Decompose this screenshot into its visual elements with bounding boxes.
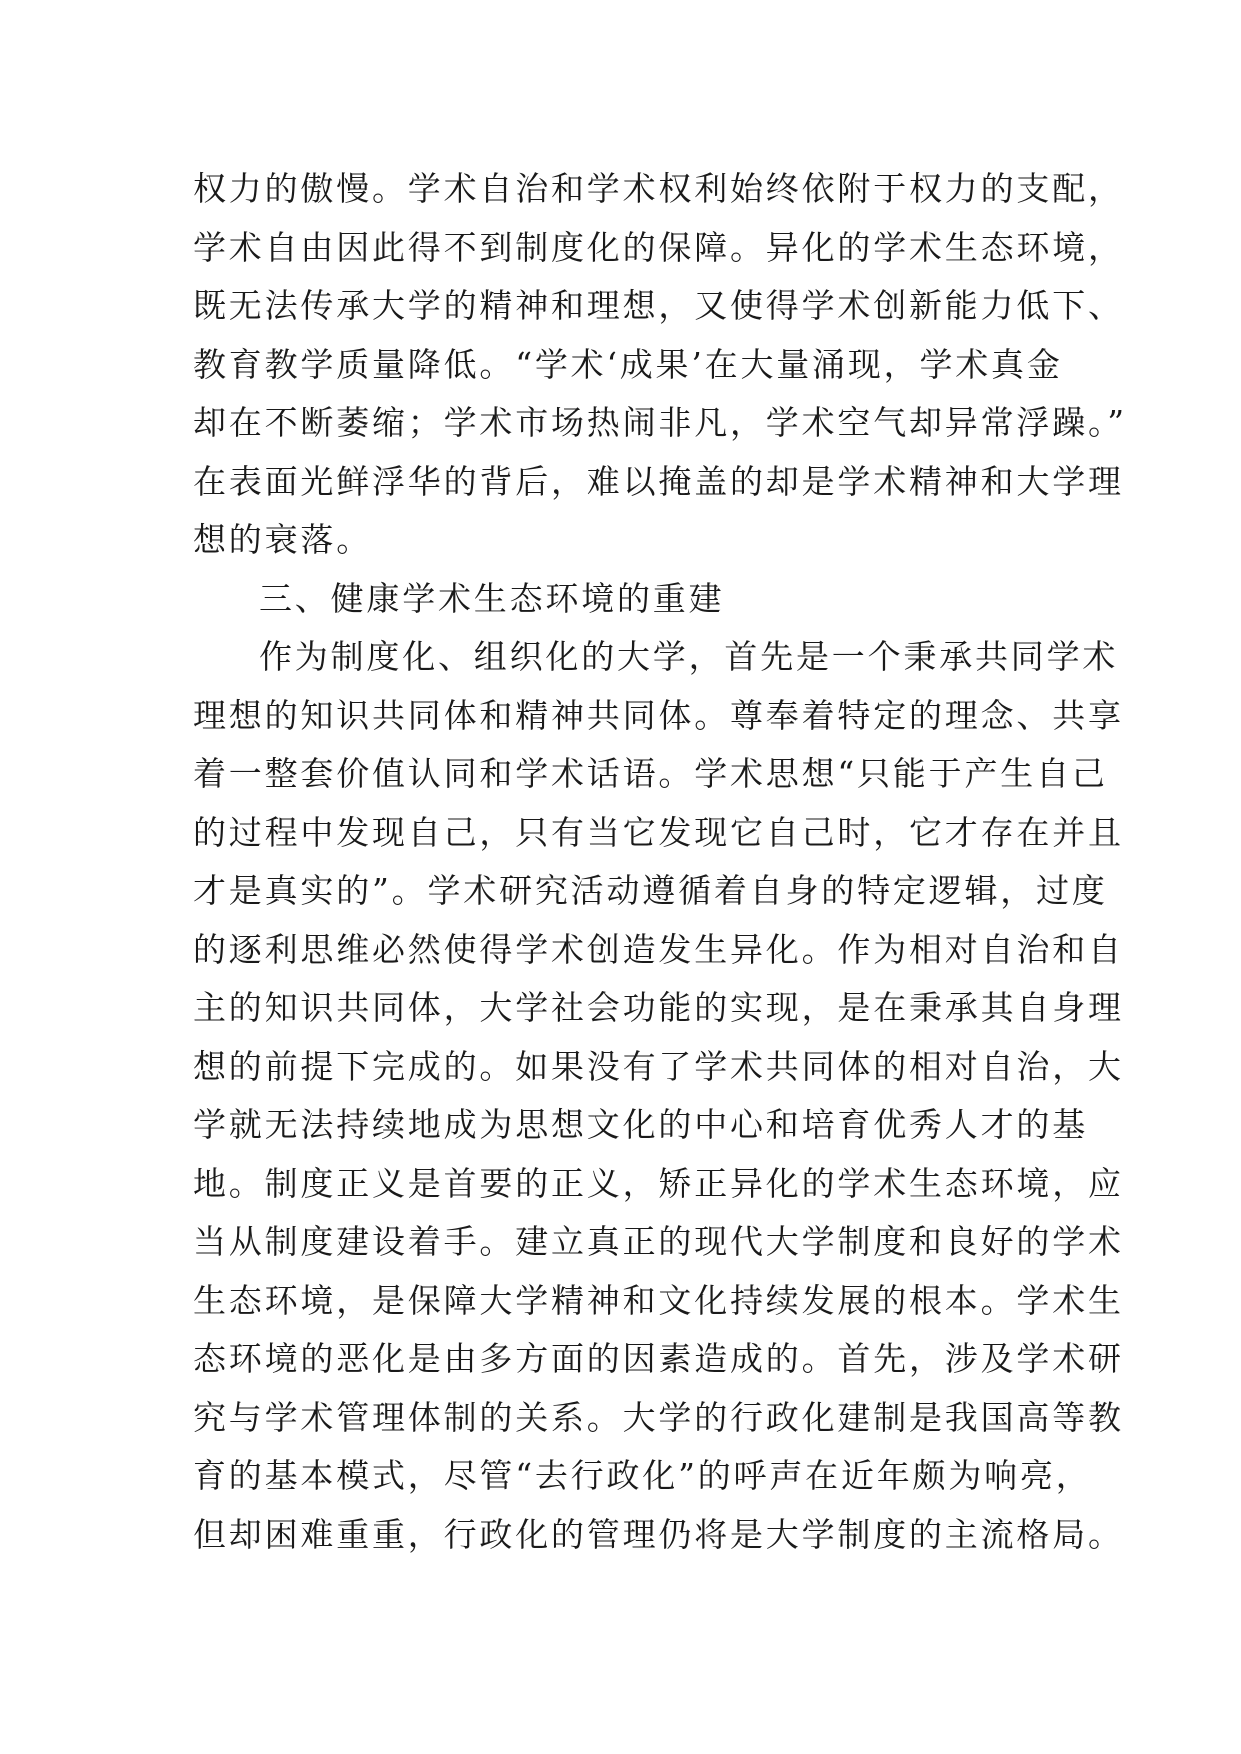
text-line: 却在不断萎缩；学术市场热闹非凡，学术空气却异常浮躁。” xyxy=(193,403,1127,442)
text-line: 学就无法持续地成为思想文化的中心和培育优秀人才的基 xyxy=(193,1105,1088,1144)
text-line: 想的前提下完成的。如果没有了学术共同体的相对自治，大 xyxy=(193,1046,1124,1086)
text-line: 既无法传承大学的精神和理想，又使得学术创新能力低下、 xyxy=(193,286,1124,325)
text-line: 地。制度正义是首要的正义，矫正异化的学术生态环境，应 xyxy=(193,1163,1124,1203)
text-line: 的过程中发现自己，只有当它发现它自己时，它才存在并且 xyxy=(193,812,1124,852)
text-line: 在表面光鲜浮华的背后，难以掩盖的却是学术精神和大学理 xyxy=(193,461,1124,501)
text-line: 当从制度建设着手。建立真正的现代大学制度和良好的学术 xyxy=(193,1222,1124,1261)
text-line: 权力的傲慢。学术自治和学术权利始终依附于权力的支配， xyxy=(193,169,1124,208)
text-line: 主的知识共同体，大学社会功能的实现，是在秉承其自身理 xyxy=(193,988,1124,1027)
text-line: 态环境的恶化是由多方面的因素造成的。首先，涉及学术研 xyxy=(193,1339,1124,1378)
text-line: 想的衰落。 xyxy=(193,520,372,559)
section-heading: 三、健康学术生态环境的重建 xyxy=(259,578,725,618)
text-line: 理想的知识共同体和精神共同体。尊奉着特定的理念、共享 xyxy=(193,695,1124,735)
text-line: 才是真实的”。学术研究活动遵循着自身的特定逻辑，过度 xyxy=(193,871,1108,910)
text-line: 学术自由因此得不到制度化的保障。异化的学术生态环境， xyxy=(193,227,1124,267)
text-line: 但却困难重重，行政化的管理仍将是大学制度的主流格局。 xyxy=(193,1514,1124,1554)
text-line: 的逐利思维必然使得学术创造发生异化。作为相对自治和自 xyxy=(193,929,1124,969)
text-line: 着一整套价值认同和学术话语。学术思想“只能于产生自己 xyxy=(193,754,1108,793)
text-line: 育的基本模式，尽管“去行政化”的呼声在近年颇为响亮， xyxy=(193,1456,1092,1495)
text-line: 究与学术管理体制的关系。大学的行政化建制是我国高等教 xyxy=(193,1397,1124,1437)
text-line: 生态环境，是保障大学精神和文化持续发展的根本。学术生 xyxy=(193,1280,1124,1320)
body-text xyxy=(193,160,1127,1564)
text-line: 教育教学质量降低。“学术‘成果’在大量涌现，学术真金 xyxy=(193,344,1063,384)
text-line: 作为制度化、组织化的大学，首先是一个秉承共同学术 xyxy=(259,637,1119,676)
